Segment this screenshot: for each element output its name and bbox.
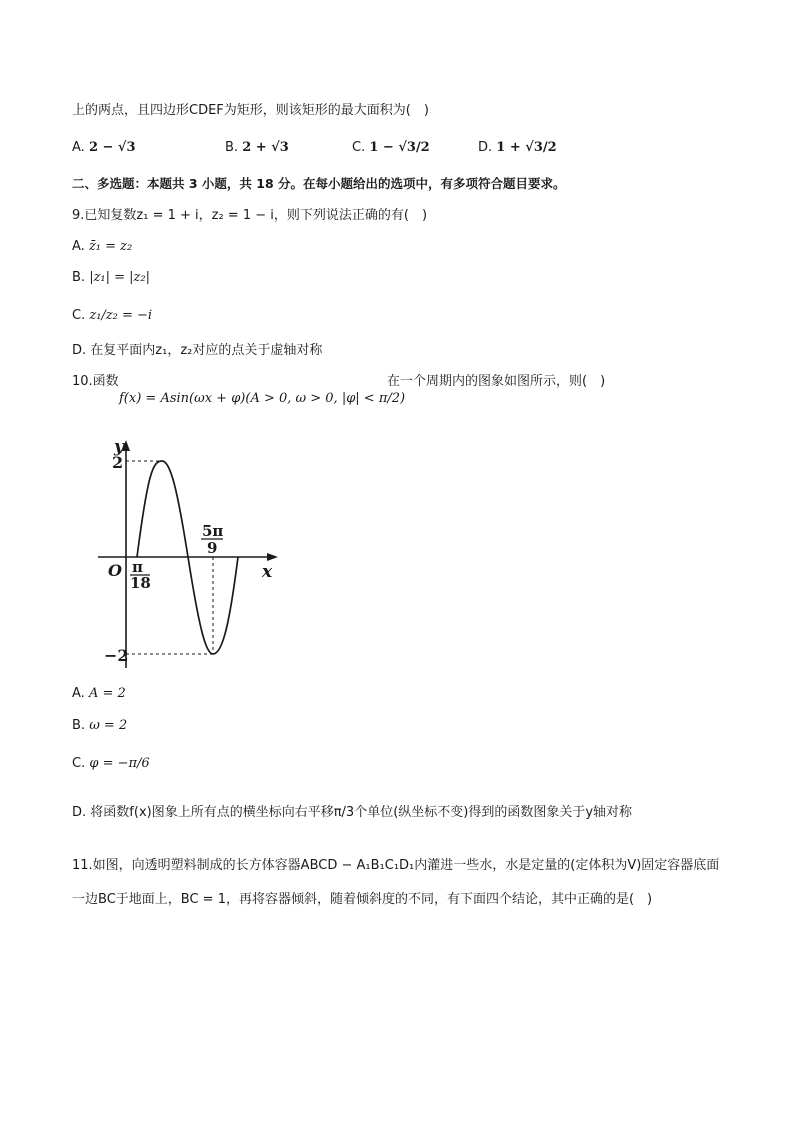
- prev-option-b: [225, 140, 289, 155]
- x-tick-pi18-den: 18: [130, 574, 151, 592]
- q10-suffix: 在一个周期内的图象如图所示，则( ): [387, 374, 606, 389]
- option-text: 在复平面内z₁，z₂对应的点关于虚轴对称: [90, 343, 323, 358]
- x-tick-pi18-num: π: [132, 558, 143, 576]
- option-text: 1 − √3/2: [369, 140, 430, 155]
- origin-label: O: [108, 561, 122, 580]
- q9-stem: 9.已知复数z₁ = 1 + i，z₂ = 1 − i，则下列说法正确的有( ): [72, 208, 428, 223]
- q10-prefix: 10.函数: [72, 374, 119, 389]
- option-letter: A.: [72, 239, 85, 254]
- option-text: 2 − √3: [88, 140, 136, 155]
- prev-option-c: [352, 140, 430, 155]
- option-text: |z₁| = |z₂|: [89, 270, 151, 285]
- prev-option-a: [72, 140, 136, 155]
- q10-option-b: [72, 716, 127, 736]
- option-letter: D.: [72, 805, 87, 820]
- q9-option-b: [72, 268, 150, 288]
- q10-option-d: [72, 803, 632, 823]
- q9-option-d: [72, 341, 322, 361]
- option-letter: A.: [72, 140, 85, 155]
- option-text: z₁/z₂ = −i: [89, 308, 153, 323]
- option-letter: D.: [478, 140, 493, 155]
- x-tick-5pi9-den: 9: [207, 539, 218, 557]
- prev-question-text: 上的两点，且四边形CDEF为矩形，则该矩形的最大面积为( ): [72, 103, 429, 118]
- option-letter: A.: [72, 686, 85, 701]
- q10-option-c: [72, 754, 150, 774]
- prev-option-d: [478, 140, 557, 155]
- option-letter: C.: [72, 308, 86, 323]
- option-text: 将函数f(x)图象上所有点的横坐标向右平移π/3个单位(纵坐标不变)得到的函数图象关于y轴对称: [90, 805, 633, 820]
- x-axis-arrow: [267, 553, 278, 561]
- option-text: A = 2: [88, 686, 126, 701]
- sine-graph: [92, 432, 312, 672]
- x-axis-label: x: [262, 562, 273, 582]
- option-letter: B.: [72, 270, 86, 285]
- prev-question-stem: [72, 101, 429, 121]
- option-letter: B.: [225, 140, 239, 155]
- option-letter: B.: [72, 718, 86, 733]
- q10-option-a: [72, 684, 126, 704]
- q10-formula: f(x) = Asin(ωx + φ)(A > 0, ω > 0, |φ| < π/2): [119, 391, 406, 406]
- option-letter: C.: [352, 140, 366, 155]
- option-letter: D.: [72, 343, 87, 358]
- y-axis-label: y: [114, 437, 124, 457]
- option-text: z̄₁ = z₂: [88, 239, 133, 254]
- y-min-label: −2: [104, 646, 129, 665]
- y-max-label: 2: [112, 453, 124, 472]
- q9-option-c: [72, 306, 152, 326]
- option-text: 1 + √3/2: [496, 140, 557, 155]
- x-tick-5pi9-num: 5π: [202, 522, 224, 540]
- q9-option-a: [72, 237, 132, 257]
- option-letter: C.: [72, 756, 86, 771]
- option-text: ω = 2: [89, 718, 128, 733]
- q11-stem: 11.如图，向透明塑料制成的长方体容器ABCD − A₁B₁C₁D₁内灌进一些水，水是定量的(定体积为V)固定容器底面一边BC于地面上，BC = 1，再将容器倾斜，随着倾斜度的不同，有下面四个结论，其中正确的是( ): [72, 858, 720, 907]
- section-heading: 二、多选题：本题共 3 小题，共 18 分。在每小题给出的选项中，有多项符合题目要求。: [72, 176, 566, 191]
- option-text: 2 + √3: [242, 140, 289, 155]
- option-text: φ = −π/6: [89, 756, 150, 771]
